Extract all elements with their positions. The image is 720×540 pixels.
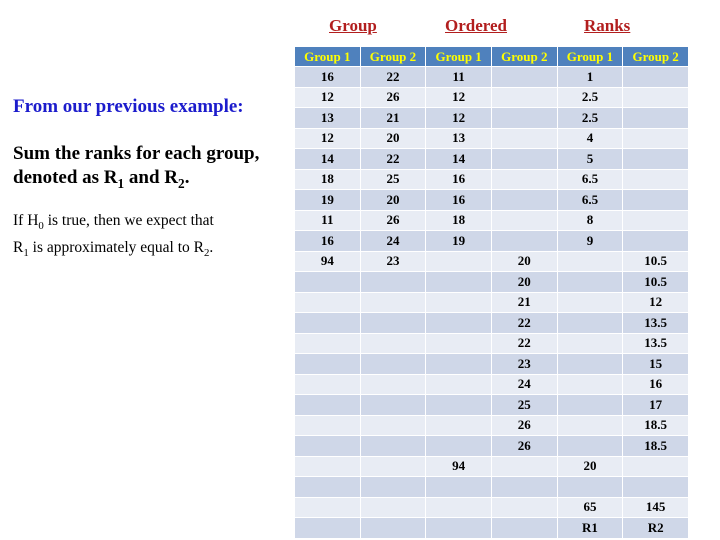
table-cell	[426, 395, 492, 416]
table-cell: 13	[295, 108, 361, 129]
table-cell	[360, 497, 426, 518]
table-cell	[295, 272, 361, 293]
table-cell	[491, 108, 557, 129]
table-cell: 20	[360, 190, 426, 211]
table-cell	[295, 374, 361, 395]
column-header: Group 2	[491, 47, 557, 67]
table-cell: 12	[426, 87, 492, 108]
table-row	[295, 67, 689, 88]
table-cell: 18	[426, 210, 492, 231]
table-cell	[360, 477, 426, 498]
table-cell: 9	[557, 231, 623, 252]
table-cell: 22	[491, 333, 557, 354]
table-cell: 14	[295, 149, 361, 170]
table-cell: 20	[491, 272, 557, 293]
table-cell	[491, 87, 557, 108]
table-row	[295, 251, 689, 272]
ordered-heading: Ordered	[445, 16, 508, 35]
table-cell	[557, 395, 623, 416]
table-cell: 14	[426, 149, 492, 170]
table-cell	[623, 128, 689, 149]
table-cell: 94	[295, 251, 361, 272]
table-cell	[623, 231, 689, 252]
table-cell	[295, 456, 361, 477]
table-cell: 20	[491, 251, 557, 272]
table-cell	[295, 313, 361, 334]
table-cell	[360, 292, 426, 313]
table-cell: 18	[295, 169, 361, 190]
ranks-table	[294, 46, 689, 539]
table-cell: 12	[426, 108, 492, 129]
table-cell	[623, 67, 689, 88]
table-cell	[426, 272, 492, 293]
table-cell	[557, 333, 623, 354]
table-cell: 2.5	[557, 87, 623, 108]
table-cell: 65	[557, 497, 623, 518]
table-cell: 13	[426, 128, 492, 149]
expect-sub0: 0	[38, 219, 44, 232]
table-cell	[295, 436, 361, 457]
table-cell	[491, 497, 557, 518]
table-cell: 15	[623, 354, 689, 375]
table-cell: 16	[295, 67, 361, 88]
table-cell: R2	[623, 518, 689, 539]
table-cell	[360, 374, 426, 395]
table-cell: 20	[557, 456, 623, 477]
table-cell: 19	[295, 190, 361, 211]
table-cell	[360, 415, 426, 436]
table-row	[295, 108, 689, 129]
table-cell: 16	[623, 374, 689, 395]
table-cell: 145	[623, 497, 689, 518]
table-cell: 23	[491, 354, 557, 375]
table-row	[295, 477, 689, 498]
column-header: Group 1	[557, 47, 623, 67]
table-cell: 12	[295, 87, 361, 108]
table-cell	[295, 477, 361, 498]
expect-sub1: 1	[23, 246, 29, 259]
table-cell: 17	[623, 395, 689, 416]
table-cell	[426, 436, 492, 457]
table-body	[295, 67, 689, 539]
table-cell	[623, 169, 689, 190]
table-cell: 16	[295, 231, 361, 252]
table-cell	[491, 456, 557, 477]
table-row	[295, 436, 689, 457]
table-cell: 10.5	[623, 251, 689, 272]
table-row	[295, 395, 689, 416]
table-cell: 2.5	[557, 108, 623, 129]
table-cell	[426, 497, 492, 518]
ranks-heading: Ranks	[584, 16, 631, 35]
table-cell	[426, 477, 492, 498]
table-cell	[426, 415, 492, 436]
table-cell	[491, 149, 557, 170]
table-cell	[426, 333, 492, 354]
table-cell	[557, 272, 623, 293]
table-cell	[491, 169, 557, 190]
explanation-panel	[13, 96, 288, 264]
table-cell	[491, 128, 557, 149]
column-header: Group 2	[623, 47, 689, 67]
table-cell: 11	[295, 210, 361, 231]
table-row	[295, 333, 689, 354]
table-cell: 18.5	[623, 436, 689, 457]
intro-text: From our previous example:	[13, 96, 244, 117]
table-cell	[360, 456, 426, 477]
sum-ranks-text	[13, 142, 288, 196]
table-cell	[360, 518, 426, 539]
table-cell	[295, 518, 361, 539]
table-cell	[491, 477, 557, 498]
table-cell: 13.5	[623, 313, 689, 334]
expect-line1-rest: is true, then we expect that	[43, 211, 214, 229]
table-cell: 94	[426, 456, 492, 477]
sum-line1: Sum the ranks for each group,	[13, 143, 260, 164]
table-cell: 18.5	[623, 415, 689, 436]
table-cell	[557, 415, 623, 436]
expect-line2-mid: is approximately equal to R	[28, 238, 204, 256]
column-header: Group 1	[295, 47, 361, 67]
table-cell	[426, 518, 492, 539]
table-cell	[557, 313, 623, 334]
column-header: Group 1	[426, 47, 492, 67]
table-cell: 24	[360, 231, 426, 252]
table-row	[295, 518, 689, 539]
column-header: Group 2	[360, 47, 426, 67]
table-cell	[295, 354, 361, 375]
table-row	[295, 128, 689, 149]
table-cell	[557, 374, 623, 395]
table-cell	[426, 313, 492, 334]
table-cell	[360, 395, 426, 416]
table-row	[295, 415, 689, 436]
sum-mid: and R	[124, 167, 179, 188]
table-cell	[426, 354, 492, 375]
table-cell	[295, 292, 361, 313]
table-row	[295, 210, 689, 231]
table-cell	[491, 67, 557, 88]
table-cell	[557, 436, 623, 457]
expect-line2-end: .	[209, 238, 214, 256]
table-cell: 10.5	[623, 272, 689, 293]
table-cell	[360, 272, 426, 293]
table-cell: R1	[557, 518, 623, 539]
table-cell: 4	[557, 128, 623, 149]
table-cell	[426, 374, 492, 395]
table-cell	[557, 354, 623, 375]
table-cell	[360, 333, 426, 354]
group-heading: Group	[329, 16, 377, 35]
table-cell	[491, 190, 557, 211]
table-cell	[426, 251, 492, 272]
table-cell: 11	[426, 67, 492, 88]
table-cell: 26	[360, 87, 426, 108]
table-cell	[491, 231, 557, 252]
table-row	[295, 87, 689, 108]
table-row	[295, 354, 689, 375]
sum-line2-prefix: denoted as R	[13, 167, 118, 188]
table-row	[295, 374, 689, 395]
table-cell: 5	[557, 149, 623, 170]
table-cell: 26	[491, 436, 557, 457]
table-cell	[360, 436, 426, 457]
table-cell	[623, 149, 689, 170]
table-cell: 16	[426, 190, 492, 211]
table-cell	[426, 292, 492, 313]
table-cell: 19	[426, 231, 492, 252]
expect-sub2: 2	[203, 246, 210, 259]
table-cell: 22	[491, 313, 557, 334]
table-row	[295, 272, 689, 293]
table-row	[295, 149, 689, 170]
table-cell	[557, 251, 623, 272]
table-cell: 1	[557, 67, 623, 88]
table-cell: 6.5	[557, 190, 623, 211]
table-cell	[295, 415, 361, 436]
table-cell	[295, 497, 361, 518]
table-row	[295, 231, 689, 252]
table-cell: 26	[491, 415, 557, 436]
table-cell: 6.5	[557, 169, 623, 190]
table-cell	[295, 395, 361, 416]
table-cell	[623, 456, 689, 477]
table-cell: 21	[491, 292, 557, 313]
table-row	[295, 497, 689, 518]
table-row	[295, 456, 689, 477]
table-cell: 12	[295, 128, 361, 149]
table-cell	[557, 477, 623, 498]
table-row	[295, 190, 689, 211]
table-cell: 26	[360, 210, 426, 231]
table-row	[295, 292, 689, 313]
table-cell: 25	[360, 169, 426, 190]
table-cell: 12	[623, 292, 689, 313]
expectation-text	[13, 210, 288, 264]
table-header-row	[295, 47, 689, 67]
table-cell	[491, 210, 557, 231]
table-cell	[623, 190, 689, 211]
table-cell	[360, 354, 426, 375]
table-cell: 20	[360, 128, 426, 149]
table-cell: 13.5	[623, 333, 689, 354]
table-cell	[623, 477, 689, 498]
table-cell	[623, 108, 689, 129]
table-cell: 23	[360, 251, 426, 272]
sum-sub2: 2	[178, 175, 185, 191]
table-cell	[557, 292, 623, 313]
table-cell	[623, 210, 689, 231]
expect-line1-prefix: If H	[13, 211, 39, 229]
table-cell: 24	[491, 374, 557, 395]
sum-end: .	[184, 167, 190, 188]
expect-line2-prefix: R	[13, 238, 24, 256]
table-cell	[623, 87, 689, 108]
sum-sub1: 1	[117, 175, 125, 191]
table-cell: 16	[426, 169, 492, 190]
table-cell: 25	[491, 395, 557, 416]
table-cell	[360, 313, 426, 334]
table-cell	[491, 518, 557, 539]
table-cell: 21	[360, 108, 426, 129]
table-cell: 22	[360, 67, 426, 88]
table-cell: 8	[557, 210, 623, 231]
table-row	[295, 169, 689, 190]
table-row	[295, 313, 689, 334]
table-cell	[295, 333, 361, 354]
table-cell: 22	[360, 149, 426, 170]
